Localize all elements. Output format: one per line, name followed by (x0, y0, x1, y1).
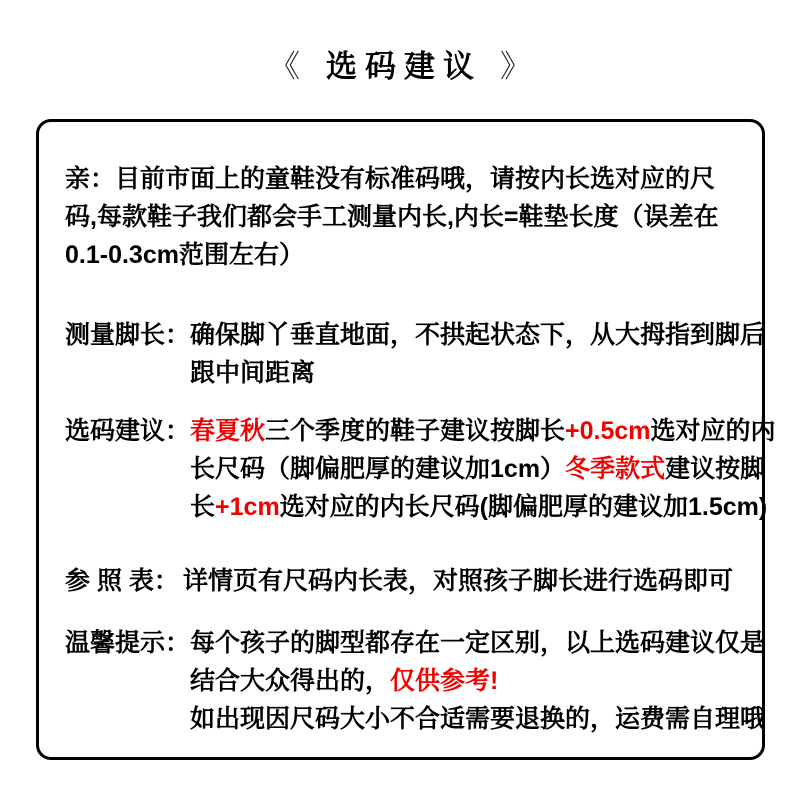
text-segment: 选对应的内 (650, 417, 776, 445)
measure-foot-label: 测量脚长： (65, 321, 191, 349)
page-title-text: 选码建议 (326, 49, 482, 84)
intro-line-3: 0.1-0.3cm范围左右） (65, 241, 304, 269)
size-advice-content (190, 412, 776, 526)
text-segment: 建议按脚 (665, 455, 766, 483)
title-bracket-left: 《 (269, 49, 300, 84)
reference-table-content (183, 562, 744, 600)
advice-line-3 (190, 488, 768, 526)
advice-line-1 (190, 412, 776, 450)
reference-line-1: 详情页有尺码内长表，对照孩子脚长进行选码即可 (183, 567, 734, 595)
intro-paragraph (65, 160, 744, 274)
tips-line-1: 每个孩子的脚型都存在一定区别，以上选码建议仅是 (190, 629, 766, 657)
reference-table-section (65, 562, 744, 600)
page-title (0, 0, 800, 86)
size-advice-section (65, 412, 776, 526)
measure-foot-section (65, 316, 766, 392)
intro-line-1: 亲：目前市面上的童鞋没有标准码哦，请按内长选对应的尺 (65, 165, 716, 193)
measure-line-2: 跟中间距离 (190, 359, 316, 387)
red-text-segment: 仅供参考! (390, 667, 499, 695)
red-text-segment: +0.5cm (565, 417, 651, 445)
red-text-segment: 冬季款式 (565, 455, 666, 483)
tips-line-2 (190, 662, 744, 700)
text-segment: 选对应的内长尺码(脚偏肥厚的建议加1.5cm) (279, 493, 768, 521)
text-segment: 长尺码（脚偏肥厚的建议加1cm） (190, 455, 566, 483)
warm-tips-section (65, 624, 766, 738)
warm-tips-content (190, 624, 766, 738)
advice-line-2 (190, 450, 766, 488)
intro-line-2: 码,每款鞋子我们都会手工测量内长,内长=鞋垫长度（误差在 (65, 203, 719, 231)
title-bracket-right: 》 (500, 49, 531, 84)
text-segment: 三个季度的鞋子建议按脚长 (265, 417, 566, 445)
tips-line-3: 如出现因尺码大小不合适需要退换的，运费需自理哦 (190, 705, 766, 733)
text-segment: 长 (190, 493, 216, 521)
size-advice-label: 选码建议： (65, 417, 191, 445)
measure-line-1: 确保脚丫垂直地面，不拱起状态下，从大拇指到脚后 (190, 321, 766, 349)
red-text-segment: +1cm (215, 493, 280, 521)
red-text-segment: 春夏秋 (190, 417, 266, 445)
measure-foot-content (190, 316, 766, 392)
text-segment: 结合大众得出的， (190, 667, 391, 695)
warm-tips-label: 温馨提示： (65, 629, 191, 657)
reference-table-label: 参 照 表： (65, 567, 179, 595)
guide-box (36, 119, 776, 760)
